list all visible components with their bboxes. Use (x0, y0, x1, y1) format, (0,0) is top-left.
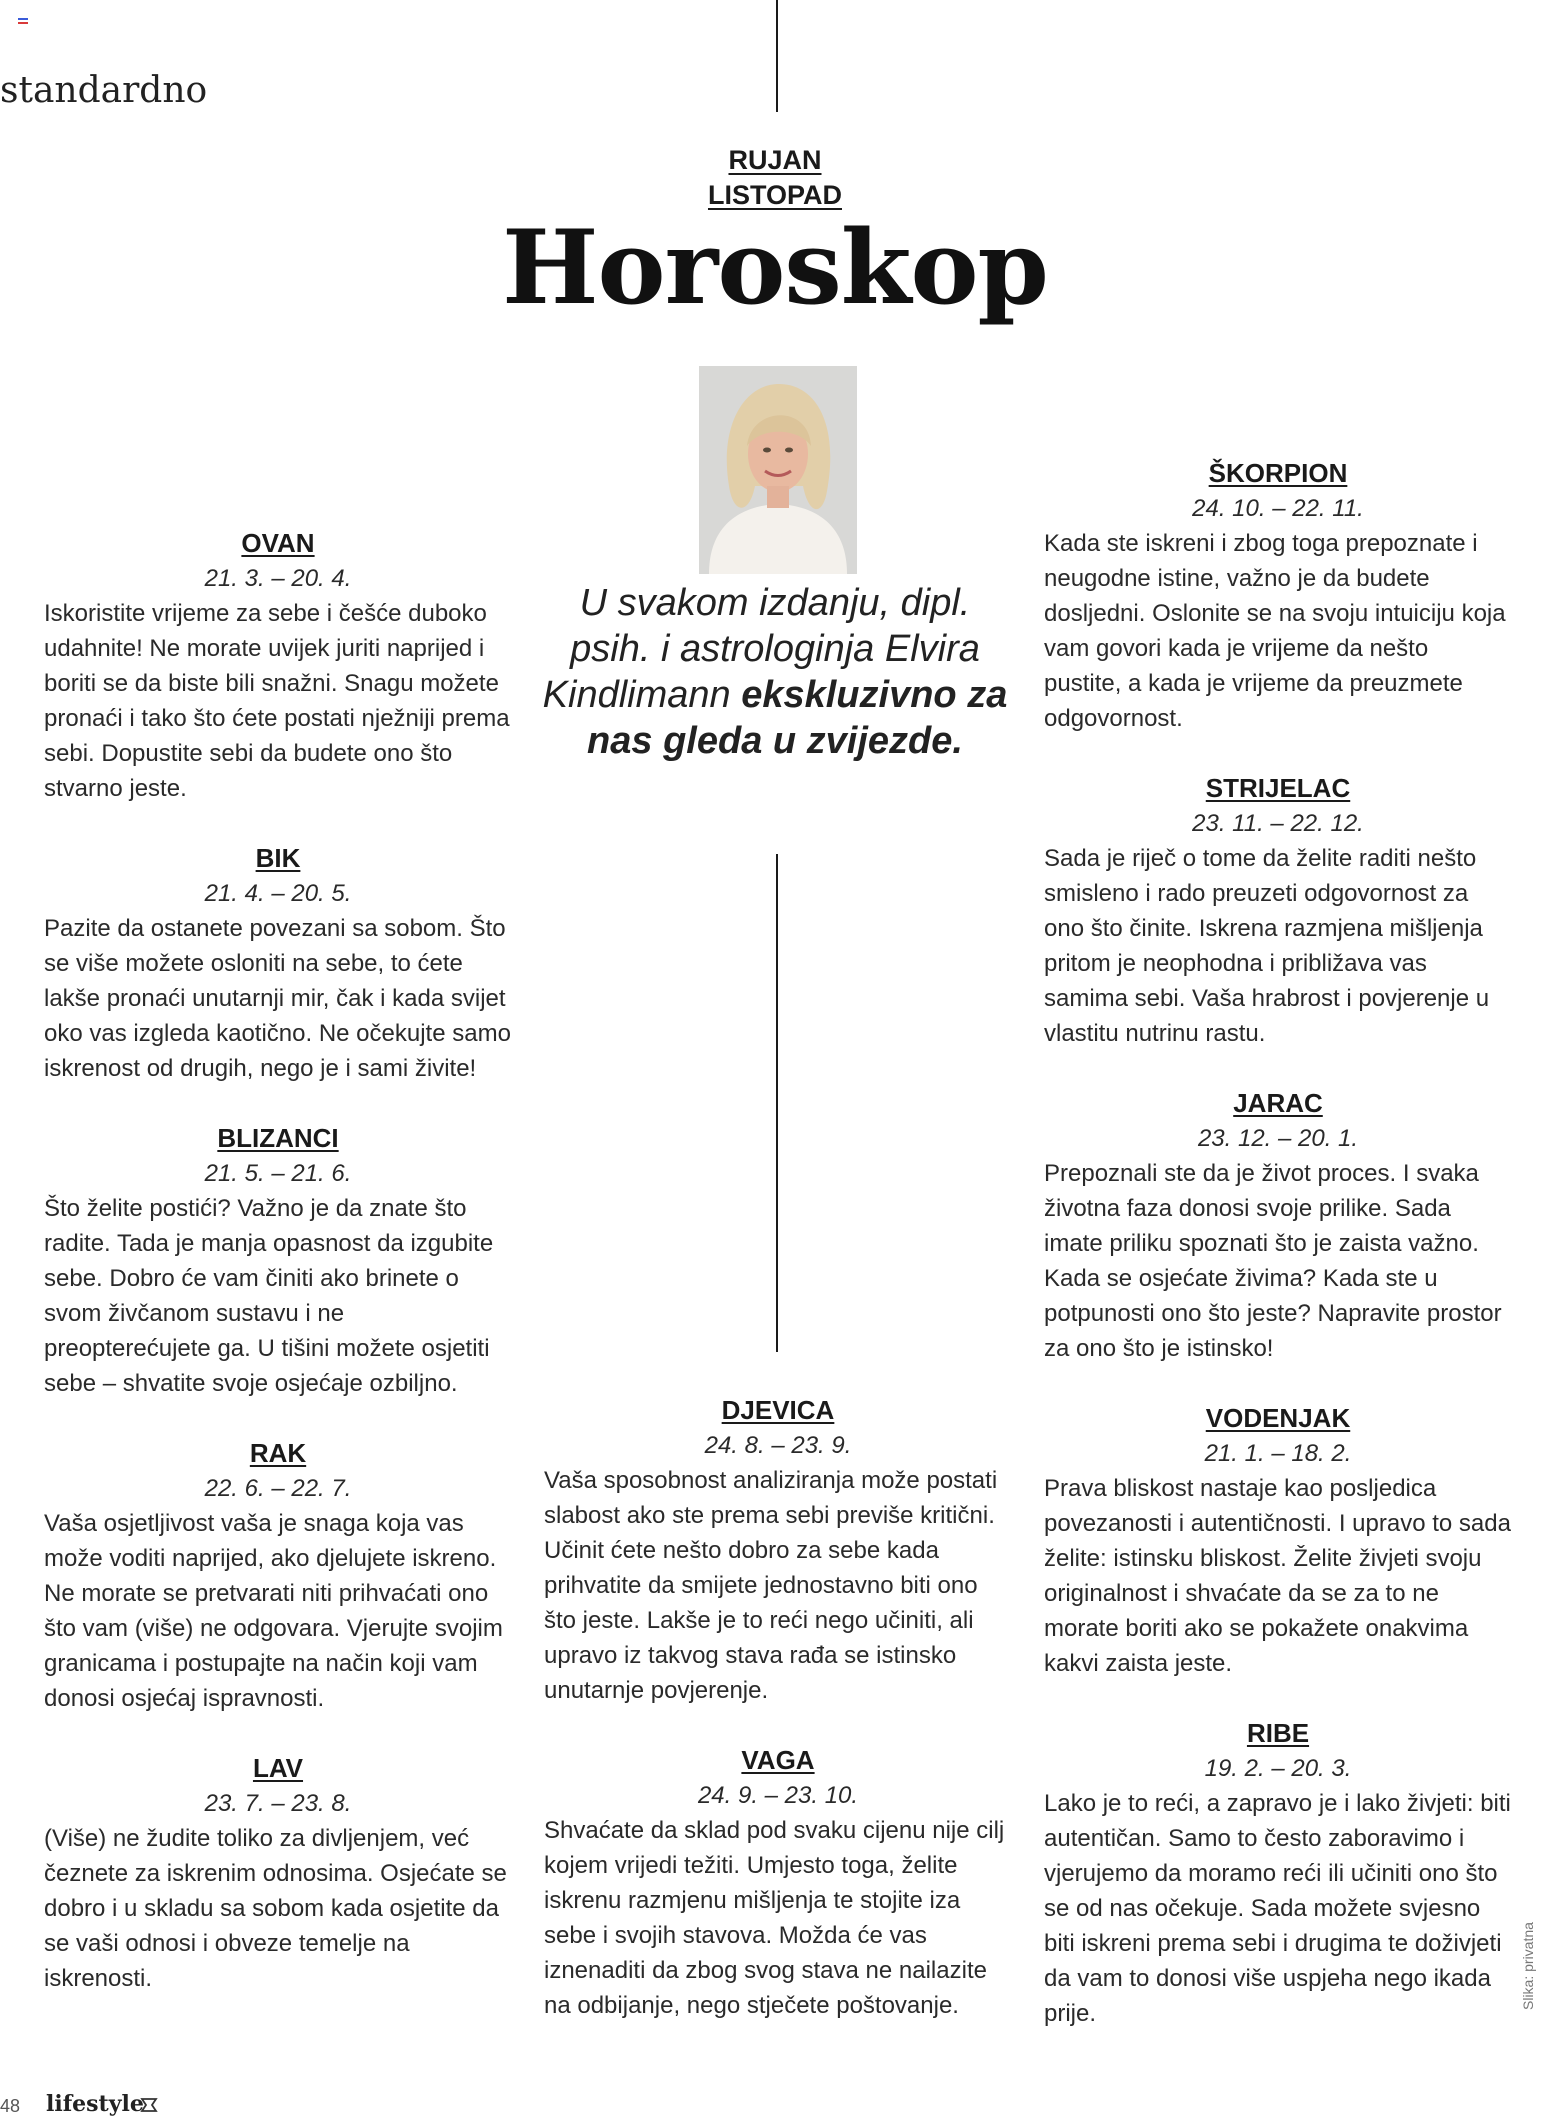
magazine-name: lifestyle (46, 2091, 144, 2117)
sign-name: ŠKORPION (1208, 458, 1348, 488)
sign-text: Iskoristite vrijeme za sebe i češće duboko udahnite! Ne morate uvijek juriti naprijed i boriti se da biste bili snažni. Snagu možete pronaći i tako što ćete postati nježniji prema sebi. Dopustite sebi da budete ono što stvarno jeste. (44, 600, 510, 802)
portrait-image (699, 366, 857, 574)
sign-text: Sada je riječ o tome da želite raditi nešto smisleno i rado preuzeti odgovornost za ono što činite. Iskrena razmjena mišljenja pritom je neophodna i približava vas samima sebi. Vaša hrabrost i povjerenje u vlastitu nutrinu rastu. (1044, 845, 1490, 1047)
sign-name: OVAN (241, 528, 315, 558)
page-number: 48 (0, 2096, 21, 2116)
sign-name: STRIJELAC (1205, 773, 1351, 803)
sign-name: RAK (249, 1438, 307, 1468)
sign-text: Što želite postići? Važno je da znate što radite. Tada je manja opasnost da izgubite sebe. Dobro će vam činiti ako brinete o svom živčanom sustavu i ne preopterećujete ga. U tišini možete osjetiti sebe – shvatite svoje osjećaje ozbiljno. (44, 1195, 494, 1397)
sign-dates: 21. 5. – 21. 6. (204, 1160, 352, 1187)
astrologer-portrait (699, 366, 857, 574)
sign-name: DJEVICA (721, 1395, 835, 1425)
middle-column (544, 1393, 1012, 2058)
issue-month-1: RUJAN (728, 145, 822, 175)
sign-bik (44, 841, 512, 1086)
sign-ribe (1044, 1716, 1512, 2031)
intro-italic: U svakom izdanju, dipl. psih. i astrologinja Elvira Kindlimann (542, 582, 980, 716)
sign-name: RIBE (1246, 1718, 1310, 1748)
sign-ovan (44, 526, 512, 806)
sign-dates: 21. 3. – 20. 4. (204, 565, 352, 592)
sign-dates: 23. 12. – 20. 1. (1197, 1125, 1359, 1152)
right-column (1044, 456, 1512, 2066)
sign-vaga (544, 1743, 1012, 2023)
sign-name: BIK (255, 843, 301, 873)
sign-dates: 24. 9. – 23. 10. (697, 1782, 859, 1809)
sign-strijelac (1044, 771, 1512, 1051)
sign-text: Vaša sposobnost analiziranja može postati slabost ako ste prema sebi previše kritični. Učinit ćete nešto dobro za sebe kada prihvatite da smijete jednostavno biti ono što jeste. Lakše je to reći nego učiniti, ali upravo iz takvog stava rađa se istinsko unutarnje povjerenje. (544, 1467, 998, 1704)
sign-dates: 24. 10. – 22. 11. (1192, 495, 1364, 522)
sign-text: Prava bliskost nastaje kao posljedica povezanosti i autentičnosti. I upravo to sada želite: istinsku bliskost. Želite živjeti svoju originalnost i shvaćate da se za to ne morate boriti ako se pokažete onakvima kakvi zaista jeste. (1044, 1475, 1511, 1677)
issue-month-2: LISTOPAD (707, 180, 842, 210)
sign-text: Lako je to reći, a zapravo je i lako živjeti: biti autentičan. Samo to često zaboravimo i vjerujemo da moramo reći ili učiniti ono što se od nas očekuje. Sada možete svjesno biti iskreni prema sebi i drugima te doživjeti da vam to donosi više uspjeha nego ikada prije. (1044, 1790, 1511, 2027)
sign-blizanci (44, 1121, 512, 1401)
left-column (44, 526, 512, 2031)
sign-dates: 21. 1. – 18. 2. (1204, 1440, 1352, 1467)
sign-text: Pazite da ostanete povezani sa sobom. Što se više možete osloniti na sebe, to ćete lakše pronaći unutarnji mir, čak i kada svijet oko vas izgleda kaotično. Ne očekujte samo iskrenost od drugih, nego je i sami živite! (44, 915, 511, 1082)
page-title: Horoskop (502, 208, 1048, 328)
intro-bold: ekskluzivno za nas gleda u zvijezde. (587, 674, 1008, 762)
sign-dates: 24. 8. – 23. 9. (704, 1432, 852, 1459)
photo-credit: Slika: privatna (1520, 1922, 1536, 2010)
brand-logo-icon (140, 2097, 158, 2113)
center-divider (776, 854, 778, 1352)
sign-name: LAV (252, 1753, 304, 1783)
sign-name: VODENJAK (1205, 1403, 1351, 1433)
sign-name: JARAC (1233, 1088, 1323, 1118)
sign-dates: 22. 6. – 22. 7. (204, 1475, 352, 1502)
section-label: standardno (0, 70, 208, 111)
sign-text: (Više) ne žudite toliko za divljenjem, već čeznete za iskrenim odnosima. Osjećate se dobro i u skladu sa sobom kada osjetite da se vaši odnosi i obveze temelje na iskrenosti. (44, 1825, 507, 1992)
intro-text (540, 580, 1010, 764)
sign-djevica (544, 1393, 1012, 1708)
sign-rak (44, 1436, 512, 1716)
top-divider (776, 0, 778, 112)
sign-text: Shvaćate da sklad pod svaku cijenu nije cilj kojem vrijedi težiti. Umjesto toga, želite iskrenu razmjenu mišljenja te stojite iza sebe i svojih stavova. Možda će vas iznenaditi da zbog svog stava ne nailazite na odbijanje, nego stječete poštovanje. (544, 1817, 1005, 2019)
sign-dates: 23. 11. – 22. 12. (1192, 810, 1364, 837)
sign-text: Vaša osjetljivost vaša je snaga koja vas može voditi naprijed, ako djelujete iskreno. Ne morate se pretvarati niti prihvaćati ono što vam (više) ne odgovara. Vjerujte svojim granicama i postupajte na način koji vam donosi osjećaj ispravnosti. (44, 1510, 503, 1712)
corner-mark-icon (18, 18, 28, 24)
sign-dates: 23. 7. – 23. 8. (204, 1790, 352, 1817)
sign-skorpion (1044, 456, 1512, 736)
sign-jarac (1044, 1086, 1512, 1366)
sign-name: BLIZANCI (217, 1123, 339, 1153)
sign-text: Prepoznali ste da je život proces. I svaka životna faza donosi svoje prilike. Sada imate priliku spoznati što je zaista važno. Kada se osjećate živima? Kada ste u potpunosti ono što jeste? Napravite prostor za ono što je istinsko! (1044, 1160, 1502, 1362)
sign-text: Kada ste iskreni i zbog toga prepoznate i neugodne istine, važno je da budete dosljedni. Oslonite se na svoju intuiciju koja vam govori kada je vrijeme da nešto pustite, a kada je vrijeme da preuzmete odgovornost. (1044, 530, 1506, 732)
sign-lav (44, 1751, 512, 1996)
sign-name: VAGA (741, 1745, 815, 1775)
sign-dates: 19. 2. – 20. 3. (1204, 1755, 1352, 1782)
sign-dates: 21. 4. – 20. 5. (204, 880, 352, 907)
sign-vodenjak (1044, 1401, 1512, 1681)
